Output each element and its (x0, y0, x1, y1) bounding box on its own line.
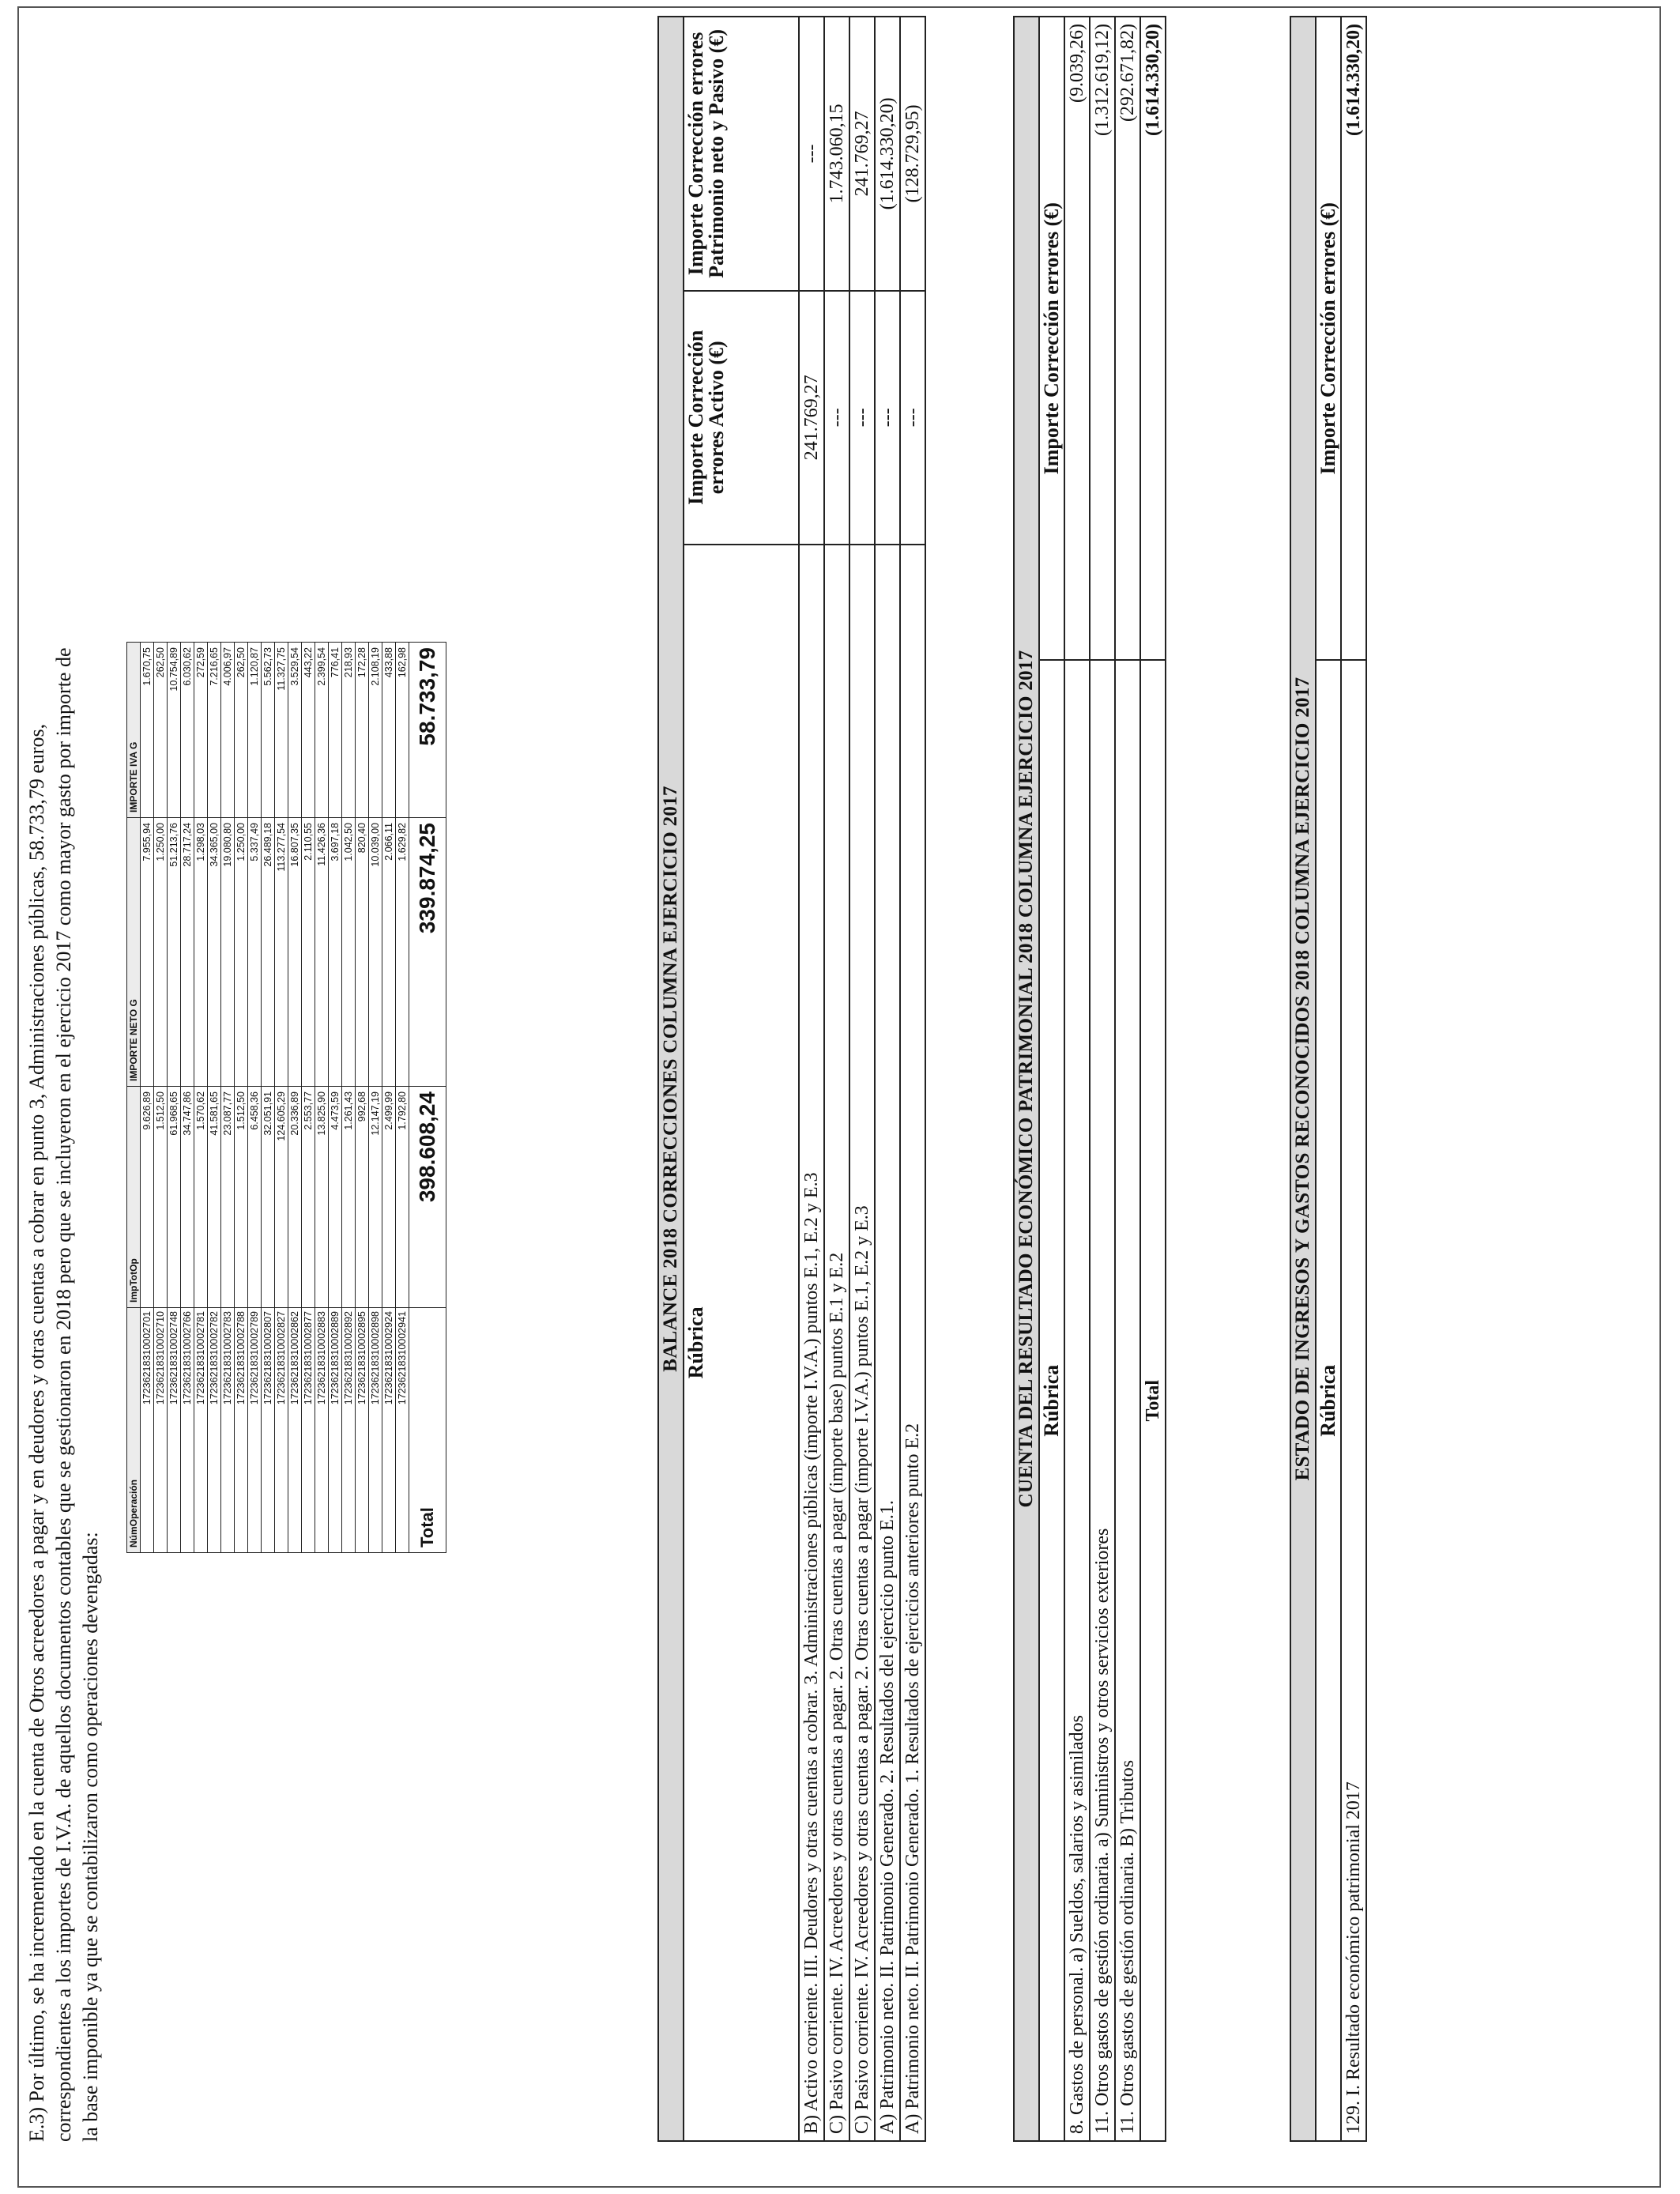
table-cell: 17236218310002889 (329, 1308, 342, 1553)
table-cell: 1.512,50 (154, 1087, 168, 1308)
table-row (799, 17, 824, 2141)
table-cell: 11. Otros gastos de gestión ordinaria. a) Suministros y otros servicios exteriores (1090, 660, 1115, 2141)
table-row (1090, 17, 1115, 2141)
table-row (248, 643, 262, 1553)
table-cell: 17236218310002789 (248, 1308, 262, 1553)
table-cell: 124.605,29 (275, 1087, 288, 1308)
table-cell: 2.399,54 (315, 643, 329, 818)
table-cell: 2.108,19 (369, 643, 382, 818)
table-cell: 17236218310002782 (208, 1308, 221, 1553)
table-header-row (1039, 17, 1064, 2141)
table-cell: 172,28 (356, 643, 369, 818)
table-cell: 1.629,82 (396, 818, 409, 1087)
table-cell: 17236218310002748 (168, 1308, 181, 1553)
total-row (1140, 17, 1166, 2141)
table-title-row (1290, 17, 1316, 2141)
table-row (275, 643, 288, 1553)
table-cell: 1.570,62 (194, 1087, 208, 1308)
table-cell: 4.006,97 (221, 643, 235, 818)
table-cell: 433,88 (382, 643, 396, 818)
table-cell: 17236218310002788 (235, 1308, 248, 1553)
table-cell: 1.261,43 (342, 1087, 356, 1308)
table-cell: --- (900, 291, 925, 545)
table-cell: 17236218310002701 (141, 1308, 154, 1553)
table-cell: 218,93 (342, 643, 356, 818)
table-cell: 11.327,75 (275, 643, 288, 818)
table-row (181, 643, 194, 1553)
table-cell: 17236218310002766 (181, 1308, 194, 1553)
table-cell: 3.529,54 (288, 643, 302, 818)
table-cell: (1.614.330,20) (875, 17, 900, 291)
table-cell: 51.213,76 (168, 818, 181, 1087)
table-cell: 17236218310002883 (315, 1308, 329, 1553)
table-row (1115, 17, 1140, 2141)
table-cell: 17236218310002862 (288, 1308, 302, 1553)
table-cell: 162,98 (396, 643, 409, 818)
table-row (1064, 17, 1090, 2141)
table-cell: 11.426,36 (315, 818, 329, 1087)
table-cell: 1.743.060,15 (824, 17, 849, 291)
table-cell: 11. Otros gastos de gestión ordinaria. B) Tributos (1115, 660, 1140, 2141)
table-row (235, 643, 248, 1553)
table-cell: 23.087,77 (221, 1087, 235, 1308)
table-row (356, 643, 369, 1553)
table-title-row (658, 17, 684, 2141)
table-cell: (9.039,26) (1064, 17, 1090, 660)
table-cell: 17236218310002827 (275, 1308, 288, 1553)
table-cell: --- (875, 291, 900, 545)
column-header: Rúbrica (684, 545, 799, 2141)
table-cell: 10.754,89 (168, 643, 181, 818)
table-cell: 8. Gastos de personal. a) Sueldos, salarios y asimilados (1064, 660, 1090, 2141)
table-header-row (127, 643, 141, 1553)
resultado-table-body (1064, 17, 1140, 2141)
table-cell: 7.216,65 (208, 643, 221, 818)
column-header: IMPORTE IVA G (127, 643, 141, 818)
resultado-title: CUENTA DEL RESULTADO ECONÓMICO PATRIMONIAL 2018 COLUMNA EJERCICIO 2017 (1014, 17, 1039, 2141)
table-cell: 17236218310002807 (262, 1308, 275, 1553)
table-cell: 1.042,50 (342, 818, 356, 1087)
column-header: Importe Corrección errores (€) (1316, 17, 1341, 660)
table-cell: 17236218310002895 (356, 1308, 369, 1553)
table-cell: 2.499,99 (382, 1087, 396, 1308)
total-label: Total (409, 1308, 446, 1553)
table-cell: 129. I. Resultado económico patrimonial 2017 (1341, 660, 1366, 2141)
table-cell: 262,50 (235, 643, 248, 818)
ingresos-table (1290, 16, 1367, 2142)
table-cell: 1.250,00 (235, 818, 248, 1087)
table-cell: 17236218310002898 (369, 1308, 382, 1553)
table-row (824, 17, 849, 2141)
table-cell: 3.697,18 (329, 818, 342, 1087)
table-cell: 34.365,00 (208, 818, 221, 1087)
table-cell: 9.626,89 (141, 1087, 154, 1308)
column-header: ImpTotOp (127, 1087, 141, 1308)
table-row (288, 643, 302, 1553)
table-cell: 17236218310002710 (154, 1308, 168, 1553)
column-header: Rúbrica (1316, 660, 1341, 2141)
column-header: Rúbrica (1039, 660, 1064, 2141)
table-cell: 1.512,50 (235, 1087, 248, 1308)
intro-line-1: E.3) Por último, se ha incrementado en la cuenta de Otros acreedores a pagar y en deudores y otras cuentas a cobrar en punto 3, Administraciones públicas, 58.733,79 euros, (25, 723, 48, 2142)
total-value: (1.614.330,20) (1140, 17, 1166, 660)
table-row (141, 643, 154, 1553)
table-row (194, 643, 208, 1553)
total-label: Total (1140, 660, 1166, 2141)
table-cell: 2.066,11 (382, 818, 396, 1087)
intro-line-3: la base imponible ya que se contabilizaron como operaciones devengadas: (79, 1532, 102, 2142)
table-cell: C) Pasivo corriente. IV. Acreedores y otras cuentas a pagar. 2. Otras cuentas a pagar (importe I.V.A.) puntos E.1, E.2 y E.3 (849, 545, 875, 2141)
column-header: Importe Corrección errores Patrimonio neto y Pasivo (€) (684, 17, 799, 291)
table-title-row (1014, 17, 1039, 2141)
invoice-table (126, 642, 446, 1553)
table-cell: 17236218310002783 (221, 1308, 235, 1553)
table-cell: 13.825,90 (315, 1087, 329, 1308)
table-row (396, 643, 409, 1553)
column-header: NúmOperación (127, 1308, 141, 1553)
table-cell: 820,40 (356, 818, 369, 1087)
table-cell: (1.312.619,12) (1090, 17, 1115, 660)
table-cell: 2.553,77 (302, 1087, 315, 1308)
table-cell: 26.489,18 (262, 818, 275, 1087)
total-value: 58.733,79 (409, 643, 446, 818)
table-row (849, 17, 875, 2141)
table-cell: 272,59 (194, 643, 208, 818)
table-cell: 7.955,94 (141, 818, 154, 1087)
table-cell: 1.670,75 (141, 643, 154, 818)
total-row (409, 643, 446, 1553)
rotated-page-content (9, 16, 1637, 2181)
table-cell: 241.769,27 (799, 291, 824, 545)
table-cell: 17236218310002892 (342, 1308, 356, 1553)
table-cell: 443,22 (302, 643, 315, 818)
table-row (221, 643, 235, 1553)
table-cell: 6.458,36 (248, 1087, 262, 1308)
table-cell: 262,50 (154, 643, 168, 818)
table-row (369, 643, 382, 1553)
table-cell: 6.030,62 (181, 643, 194, 818)
column-header: IMPORTE NETO G (127, 818, 141, 1087)
table-row (382, 643, 396, 1553)
table-cell: 17236218310002781 (194, 1308, 208, 1553)
table-cell: 34.747,86 (181, 1087, 194, 1308)
table-cell: 5.562,73 (262, 643, 275, 818)
table-row (208, 643, 221, 1553)
table-row (168, 643, 181, 1553)
table-cell: 19.080,80 (221, 818, 235, 1087)
table-cell: 10.039,00 (369, 818, 382, 1087)
table-cell: 28.717,24 (181, 818, 194, 1087)
table-row (302, 643, 315, 1553)
balance-table (657, 16, 926, 2142)
invoice-table-body (141, 643, 409, 1553)
table-cell: 776,41 (329, 643, 342, 818)
total-value: 398.608,24 (409, 1087, 446, 1308)
table-cell: 1.120,87 (248, 643, 262, 818)
table-cell: 992,68 (356, 1087, 369, 1308)
table-row (875, 17, 900, 2141)
intro-paragraph (24, 55, 104, 2142)
ingresos-table-body (1341, 17, 1366, 2141)
table-cell: 17236218310002924 (382, 1308, 396, 1553)
table-cell: --- (824, 291, 849, 545)
table-cell: 32.051,91 (262, 1087, 275, 1308)
resultado-table (1013, 16, 1166, 2142)
table-cell: 241.769,27 (849, 17, 875, 291)
table-row (342, 643, 356, 1553)
table-cell: (1.614.330,20) (1341, 17, 1366, 660)
table-cell: 1.250,00 (154, 818, 168, 1087)
ingresos-title: ESTADO DE INGRESOS Y GASTOS RECONOCIDOS 2018 COLUMNA EJERCICIO 2017 (1290, 17, 1316, 2141)
column-header: Importe Corrección errores (€) (1039, 17, 1064, 660)
table-cell: 12.147,19 (369, 1087, 382, 1308)
table-cell: A) Patrimonio neto. II. Patrimonio Generado. 1. Resultados de ejercicios anteriores punto E.2 (900, 545, 925, 2141)
table-row (315, 643, 329, 1553)
table-cell: C) Pasivo corriente. IV. Acreedores y otras cuentas a pagar. 2. Otras cuentas a pagar (importe base) puntos E.1 y E.2 (824, 545, 849, 2141)
table-row (329, 643, 342, 1553)
table-cell: --- (799, 17, 824, 291)
table-row (262, 643, 275, 1553)
table-cell: 5.337,49 (248, 818, 262, 1087)
intro-line-2: correspondientes a los importes de I.V.A. de aquellos documentos contables que se gestionaron en 2018 pero que se incluyeron en el ejercicio 2017 como mayor gasto por importe de (52, 647, 75, 2142)
table-row (154, 643, 168, 1553)
table-header-row (1316, 17, 1341, 2141)
table-cell: (292.671,82) (1115, 17, 1140, 660)
table-cell: (128.729,95) (900, 17, 925, 291)
total-value: 339.874,25 (409, 818, 446, 1087)
table-cell: 1.792,80 (396, 1087, 409, 1308)
table-cell: 113.277,54 (275, 818, 288, 1087)
column-header: Importe Corrección errores Activo (€) (684, 291, 799, 545)
balance-table-body (799, 17, 925, 2141)
table-cell: A) Patrimonio neto. II. Patrimonio Generado. 2. Resultados del ejercicio punto E.1. (875, 545, 900, 2141)
table-row (900, 17, 925, 2141)
table-cell: 17236218310002941 (396, 1308, 409, 1553)
table-cell: 16.807,35 (288, 818, 302, 1087)
table-cell: 61.968,65 (168, 1087, 181, 1308)
table-cell: 20.336,89 (288, 1087, 302, 1308)
table-cell: 2.110,55 (302, 818, 315, 1087)
table-cell: --- (849, 291, 875, 545)
table-cell: 41.581,65 (208, 1087, 221, 1308)
table-row (1341, 17, 1366, 2141)
table-cell: 4.473,59 (329, 1087, 342, 1308)
balance-title: BALANCE 2018 CORRECCIONES COLUMNA EJERCICIO 2017 (658, 17, 684, 2141)
table-cell: 17236218310002877 (302, 1308, 315, 1553)
table-cell: B) Activo corriente. III. Deudores y otras cuentas a cobrar. 3. Administraciones públicas (importe I.V.A.) puntos E.1, E.2 y E.3 (799, 545, 824, 2141)
table-header-row (684, 17, 799, 2141)
table-cell: 1.298,03 (194, 818, 208, 1087)
